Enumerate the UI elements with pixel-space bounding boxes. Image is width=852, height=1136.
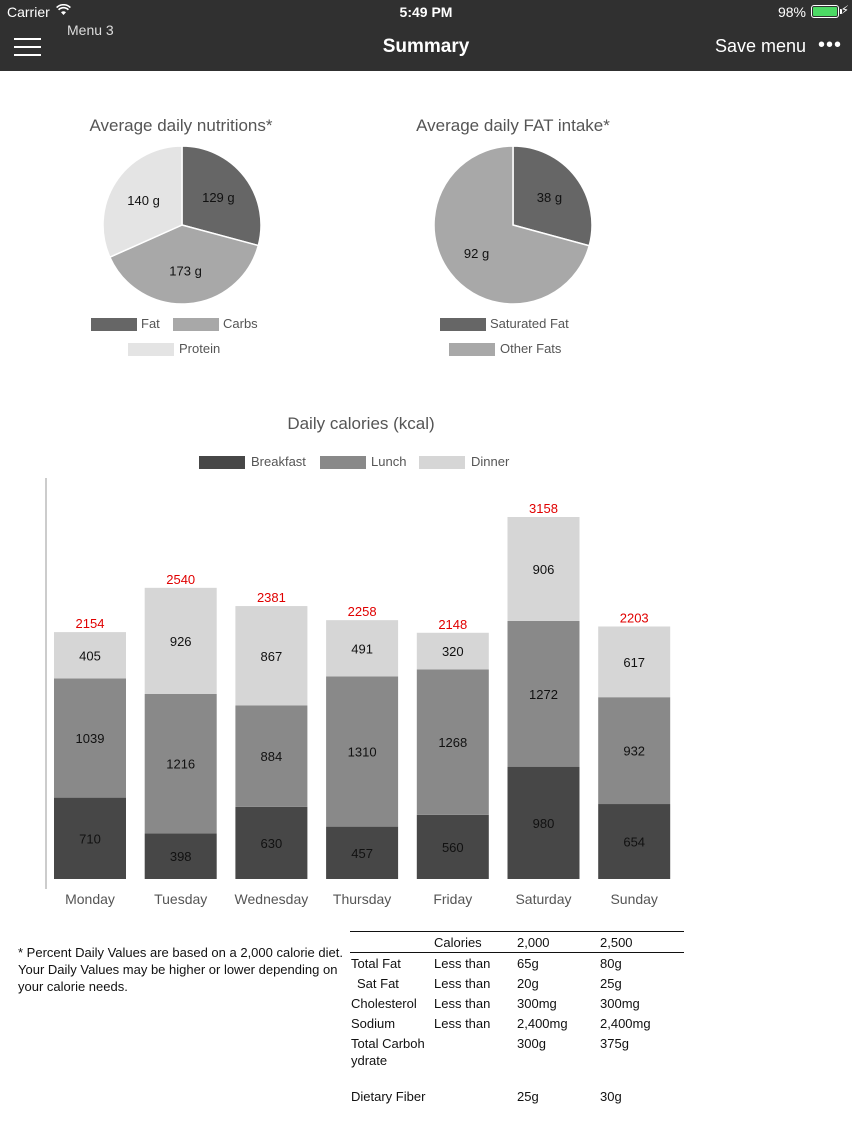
bar-value-label: 630	[260, 835, 283, 851]
bar-value-label: 1039	[75, 731, 105, 747]
bar-value-label: 932	[623, 743, 646, 759]
bar-value-label: 560	[441, 839, 464, 855]
legend-swatch	[199, 456, 245, 469]
table-cell: 80g	[600, 956, 622, 971]
bar-value-label: 980	[532, 815, 555, 831]
fat-pie-title: Average daily FAT intake*	[416, 116, 610, 135]
fat-pie-chart	[433, 145, 593, 305]
table-cell: Less than	[434, 996, 491, 1011]
calories-bar-chart	[0, 470, 852, 915]
bar-value-label: 405	[79, 648, 101, 664]
table-cell: Sodium	[351, 1016, 396, 1031]
table-cell: 30g	[600, 1089, 622, 1104]
carrier-label: Carrier	[7, 4, 50, 20]
legend-label: Saturated Fat	[490, 316, 569, 331]
table-cell: 20g	[517, 976, 539, 991]
x-tick-label: Friday	[433, 891, 473, 907]
bar-value-label: 617	[623, 654, 646, 670]
legend-swatch	[173, 318, 219, 331]
battery-percent: 98%	[777, 4, 806, 20]
daily-values-footnote: * Percent Daily Values are based on a 2,000 calorie diet. Your Daily Values may be higher or lower depending on your calorie needs.	[18, 945, 343, 994]
save-menu-button[interactable]: Save menu	[715, 36, 807, 56]
bar-value-label: 884	[260, 749, 283, 765]
table-cell: Less than	[434, 976, 491, 991]
bar-value-label: 398	[169, 849, 192, 865]
table-cell: Total Carbohydrate	[351, 1036, 425, 1068]
bar-value-label: 457	[351, 845, 373, 861]
table-cell: Cholesterol	[351, 996, 417, 1011]
table-cell: 2,400mg	[517, 1016, 568, 1031]
x-tick-label: Wednesday	[234, 891, 309, 907]
legend-swatch	[440, 318, 486, 331]
table-cell: 300g	[517, 1036, 546, 1051]
bar-total-label: 2148	[438, 616, 468, 632]
bar-value-label: 867	[260, 648, 283, 664]
charging-icon: ⚡	[840, 3, 849, 17]
nutrition-slice-label: 140 g	[127, 193, 160, 209]
legend-swatch	[91, 318, 137, 331]
status-bar	[0, 0, 852, 24]
bar-value-label: 710	[79, 831, 101, 847]
bar-total-label: 2203	[619, 610, 649, 626]
more-options-button[interactable]: •••	[818, 34, 843, 56]
bar-value-label: 906	[532, 561, 555, 577]
battery-icon	[811, 5, 839, 18]
table-cell: 300mg	[517, 996, 557, 1011]
nutrition-slice-label: 173 g	[169, 263, 202, 279]
bar-value-label: 1268	[438, 735, 468, 751]
bar-value-label: 491	[351, 641, 373, 657]
legend-swatch	[128, 343, 174, 356]
table-header-cell: 2,500	[600, 935, 633, 950]
fat-slice-label: 38 g	[536, 190, 563, 206]
table-header-cell: Calories	[434, 935, 482, 950]
bar-total-label: 2258	[347, 604, 377, 620]
clock: 5:49 PM	[399, 4, 453, 20]
legend-swatch	[419, 456, 465, 469]
table-cell: Less than	[434, 1016, 491, 1031]
legend-label: Other Fats	[500, 341, 562, 356]
table-cell: 25g	[600, 976, 622, 991]
nutrition-pie-chart	[102, 145, 262, 305]
x-tick-label: Saturday	[515, 891, 572, 907]
bar-total-label: 2381	[256, 590, 286, 606]
fat-slice-label: 92 g	[463, 245, 490, 261]
table-cell: 300mg	[600, 996, 640, 1011]
table-header-cell: 2,000	[517, 935, 550, 950]
bar-value-label: 1216	[166, 756, 196, 772]
bar-value-label: 1310	[347, 744, 377, 760]
top-bar	[0, 0, 852, 71]
bar-value-label: 926	[169, 633, 192, 649]
bar-value-label: 320	[441, 644, 464, 660]
legend-label: Fat	[141, 316, 160, 331]
menu-caption: Menu 3	[67, 22, 114, 38]
bar-total-label: 3158	[529, 501, 558, 516]
calories-chart-title: Daily calories (kcal)	[287, 414, 435, 433]
page-title: Summary	[382, 36, 470, 57]
legend-swatch	[449, 343, 495, 356]
x-tick-label: Tuesday	[154, 891, 208, 907]
legend-label: Protein	[179, 341, 221, 356]
table-cell: 2,400mg	[600, 1016, 651, 1031]
x-tick-label: Thursday	[332, 891, 392, 907]
table-cell: 65g	[517, 956, 539, 971]
table-cell: Less than	[434, 956, 491, 971]
table-cell: Sat Fat	[357, 976, 399, 991]
legend-label: Dinner	[471, 454, 510, 469]
bar-total-label: 2540	[166, 571, 196, 587]
bar-total-label: 2154	[75, 616, 105, 632]
nutrition-slice-label: 129 g	[202, 190, 235, 206]
legend-label: Breakfast	[251, 454, 306, 469]
table-cell: Total Fat	[351, 956, 401, 971]
legend-swatch	[320, 456, 366, 469]
table-cell: 375g	[600, 1036, 629, 1051]
table-cell: Dietary Fiber	[351, 1089, 426, 1104]
bar-value-label: 654	[623, 834, 646, 850]
x-tick-label: Monday	[65, 891, 115, 907]
x-tick-label: Sunday	[610, 891, 658, 907]
bar-value-label: 1272	[529, 686, 558, 702]
legend-label: Lunch	[371, 454, 407, 469]
nutrition-pie-title: Average daily nutritions*	[89, 116, 273, 135]
table-cell: 25g	[517, 1089, 539, 1104]
legend-label: Carbs	[223, 316, 258, 331]
